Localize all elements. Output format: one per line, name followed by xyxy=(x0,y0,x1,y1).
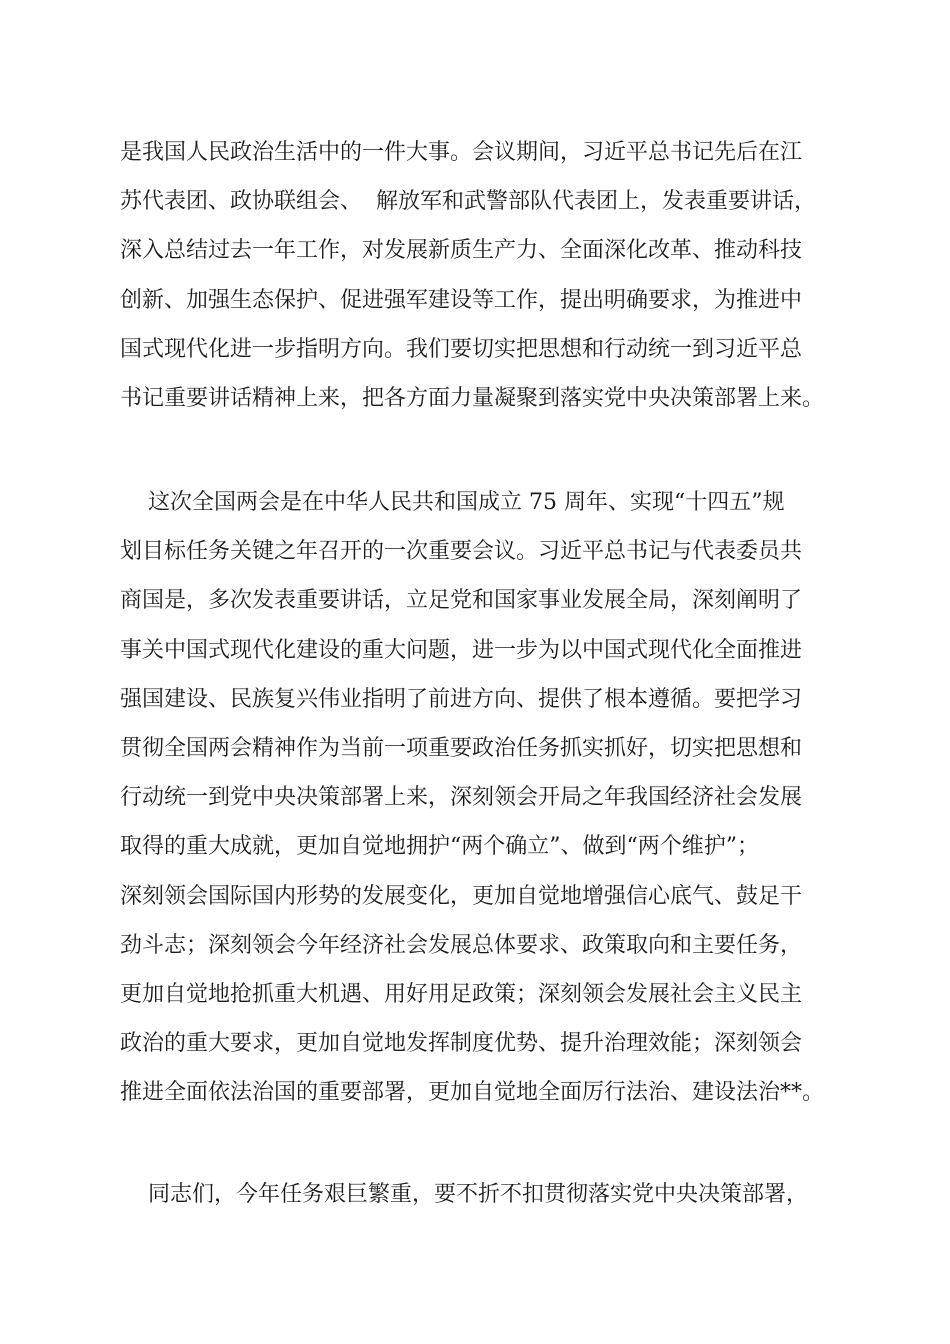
text-line: 商国是，多次发表重要讲话，立足党和国家事业发展全局，深刻阐明了 xyxy=(120,588,803,614)
text-line: 取得的重大成就，更加自觉地拥护“两个确立”、做到“两个维护”； xyxy=(120,834,759,860)
text-line: 更加自觉地抢抓重大机遇、用好用足政策；深刻领会发展社会主义民主 xyxy=(120,981,803,1007)
paragraph-3 xyxy=(120,1170,840,1219)
text-line: 是我国人民政治生活中的一件大事。会议期间，习近平总书记先后在江 xyxy=(120,140,803,165)
text-line: 创新、加强生态保护、促进强军建设等工作，提出明确要求，为推进中 xyxy=(120,287,803,313)
text-line: 这次全国两会是在中华人民共和国成立 75 周年、实现“十四五”规 xyxy=(120,490,785,515)
text-line: 国式现代化进一步指明方向。我们要切实把思想和行动统一到习近平总 xyxy=(120,336,803,362)
text-line: 同志们，今年任务艰巨繁重，要不折不扣贯彻落实党中央决策部署， xyxy=(120,1182,808,1207)
text-line: 事关中国式现代化建设的重大问题，进一步为以中国式现代化全面推进 xyxy=(120,637,803,663)
text-line: 书记重要讲话精神上来，把各方面力量凝聚到落实党中央决策部署上来。 xyxy=(120,385,825,411)
text-line: 贯彻全国两会精神作为当前一项重要政治任务抓实抓好，切实把思想和 xyxy=(120,735,803,761)
text-line: 强国建设、民族复兴伟业指明了前进方向、提供了根本遵循。要把学习 xyxy=(120,686,803,712)
paragraph-1 xyxy=(120,128,840,423)
text-line: 推进全面依法治国的重要部署，更加自觉地全面厉行法治、建设法治**。 xyxy=(120,1080,825,1106)
text-line: 政治的重大要求，更加自觉地发挥制度优势、提升治理效能；深刻领会 xyxy=(120,1031,803,1057)
text-line: 深刻领会国际国内形势的发展变化，更加自觉地增强信心底气、鼓足干 xyxy=(120,883,803,909)
text-line: 苏代表团、政协联组会、 解放军和武警部队代表团上，发表重要讲话， xyxy=(120,189,816,215)
text-line: 劲斗志；深刻领会今年经济社会发展总体要求、政策取向和主要任务， xyxy=(120,932,803,958)
text-line: 行动统一到党中央决策部署上来，深刻领会开局之年我国经济社会发展 xyxy=(120,785,803,811)
text-line: 深入总结过去一年工作，对发展新质生产力、全面深化改革、推动科技 xyxy=(120,238,803,264)
paragraph-2 xyxy=(120,478,840,1117)
text-line: 划目标任务关键之年召开的一次重要会议。习近平总书记与代表委员共 xyxy=(120,539,803,565)
